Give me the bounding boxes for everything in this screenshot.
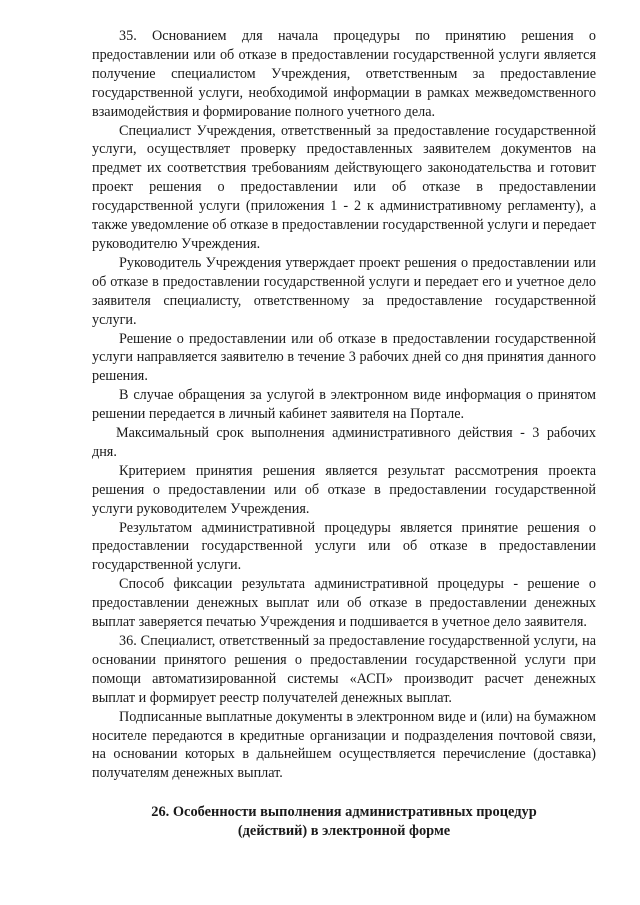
paragraph-specialist-check: Специалист Учреждения, ответственный за предоставление государственной услуги, осуществляет проверку предоставленных заявителем документов на предмет их соответствия требованиям действующего законодательства и готовит проект решения о предоставлении или об отказе в предоставлении государственной услуги (приложения 1 - 2 к административному регламенту), а также уведомление об отказе в предоставлении государственной услуги и передает руководителю Учреждения. <box>92 122 596 252</box>
paragraph-payment-documents: Подписанные выплатные документы в электронном виде и (или) на бумажном носителе передаются в кредитные организации и подразделения почтовой связи, на основании которых в дальнейшем осуществляется перечисление (доставка) получателям денежных выплат. <box>92 708 596 782</box>
paragraph-head-approves: Руководитель Учреждения утверждает проект решения о предоставлении или об отказе в предоставлении государственной услуги и передает его и учетное дело заявителя специалисту, ответственному за предоставление государственной услуги. <box>92 254 596 328</box>
paragraph-procedure-result: Результатом административной процедуры является принятие решения о предоставлении государственной услуги или об отказе в предоставлении государственной услуги. <box>92 519 596 574</box>
section-heading-line-2: (действий) в электронной форме <box>237 823 451 839</box>
paragraph-decision-sent: Решение о предоставлении или об отказе в предоставлении государственной услуги направляется заявителю в течение 3 рабочих дней со дня принятия данного решения. <box>92 330 596 385</box>
document-page <box>92 27 596 839</box>
paragraph-max-duration: Максимальный срок выполнения административного действия - 3 рабочих дня. <box>92 425 596 460</box>
section-heading-line-1: 26. Особенности выполнения административных процедур <box>151 804 537 820</box>
paragraph-electronic-request: В случае обращения за услугой в электронном виде информация о принятом решении передается в личный кабинет заявителя на Портале. <box>92 387 596 423</box>
section-heading-26 <box>92 803 596 841</box>
paragraph-36: 36. Специалист, ответственный за предоставление государственной услуги, на основании принятого решения о предоставлении государственной услуги при помощи автоматизированной системы «АСП» производит расчет денежных выплат и формирует реестр получателей денежных выплат. <box>92 633 596 706</box>
paragraph-35: 35. Основанием для начала процедуры по принятию решения о предоставлении или об отказе в предоставлении государственной услуги является получение специалистом Учреждения, ответственным за предоставление государственной услуги, необходимой информации в рамках межведомственного взаимодействия и формирование полного учетного дела. <box>92 28 596 120</box>
paragraph-result-recording: Способ фиксации результата административной процедуры - решение о предоставлении денежных выплат или об отказе в предоставлении денежных выплат заверяется печатью Учреждения и подшивается в учетное дело заявителя. <box>92 576 596 631</box>
paragraph-decision-criterion: Критерием принятия решения является результат рассмотрения проекта решения о предоставлении или об отказе в предоставлении государственной услуги руководителем Учреждения. <box>92 462 596 517</box>
